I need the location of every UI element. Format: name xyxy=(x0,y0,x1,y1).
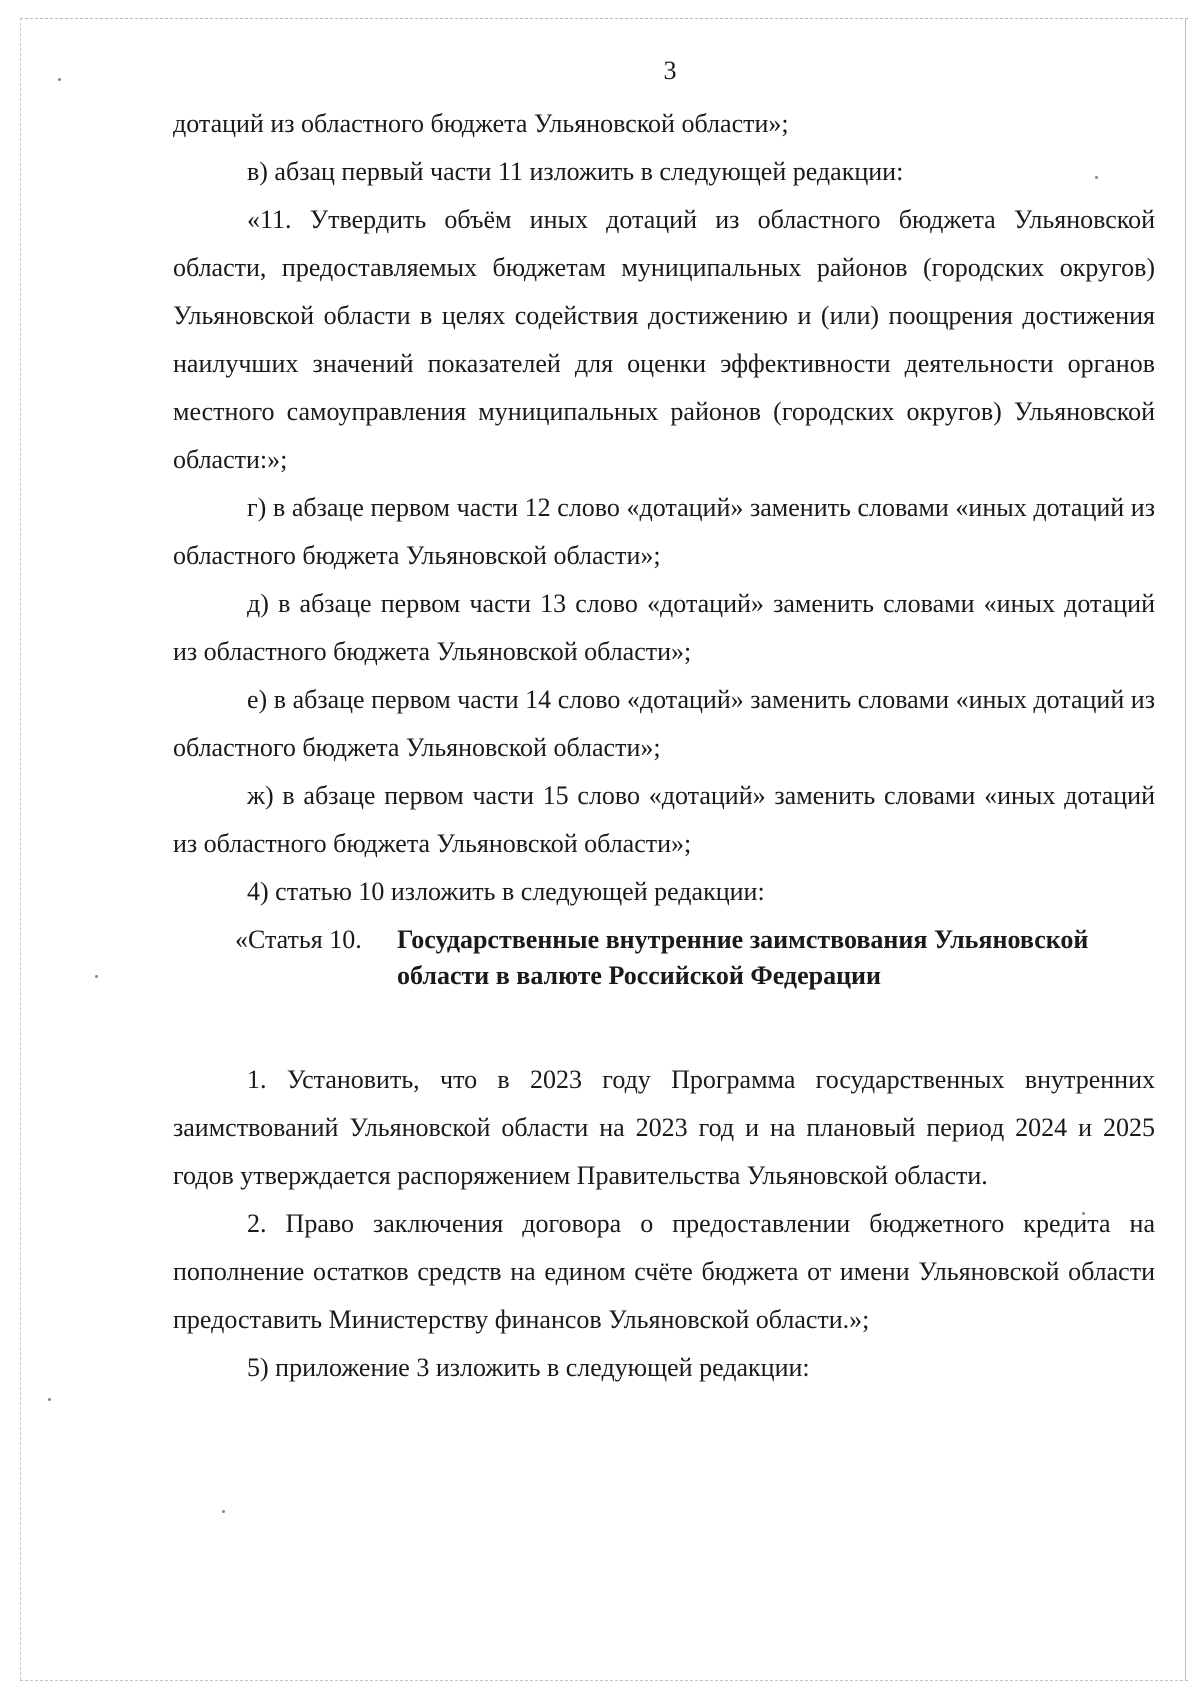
paragraph: 2. Право заключения договора о предоставлении бюджетного кредита на пополнение остатков средств на едином счёте бюджета от имени Ульяновской области предоставить Министерству финансов Ульяновской области.»; xyxy=(173,1209,1155,1334)
paragraph: г) в абзаце первом части 12 слово «дотаций» заменить словами «иных дотаций из областного бюджета Ульяновской области»; xyxy=(173,493,1155,570)
spacer xyxy=(173,1000,1155,1056)
paragraph: е) в абзаце первом части 14 слово «дотаций» заменить словами «иных дотаций из областного бюджета Ульяновской области»; xyxy=(173,685,1155,762)
paragraph: «11. Утвердить объём иных дотаций из областного бюджета Ульяновской области, предоставляемых бюджетам муниципальных районов (городских округов) Ульяновской области в целях содействия достижению и (или) поощрения достижения наилучших значений показателей для оценки эффективности деятельности органов местного самоуправления муниципальных районов (городских округов) Ульяновской области:»; xyxy=(173,205,1155,474)
paragraph: ж) в абзаце первом части 15 слово «дотаций» заменить словами «иных дотаций из областного бюджета Ульяновской области»; xyxy=(173,781,1155,858)
scan-edge-right xyxy=(1185,18,1186,1680)
scan-speck xyxy=(222,1510,225,1513)
scan-speck xyxy=(95,975,98,978)
article-title: Государственные внутренние заимствования Ульяновской области в валюте Российской Федерации xyxy=(397,925,1089,990)
paragraph: 4) статью 10 изложить в следующей редакции: xyxy=(247,877,765,906)
paragraph: 1. Установить, что в 2023 году Программа государственных внутренних заимствований Ульяновской области на 2023 год и на плановый период 2024 и 2025 годов утверждается распоряжением Правительства Ульяновской области. xyxy=(173,1065,1155,1190)
paragraph: д) в абзаце первом части 13 слово «дотаций» заменить словами «иных дотаций из областного бюджета Ульяновской области»; xyxy=(173,589,1155,666)
scan-edge-bottom xyxy=(20,1680,1188,1681)
page-number: 3 xyxy=(663,56,677,85)
scan-edge-left xyxy=(20,18,21,1680)
paragraph: в) абзац первый части 11 изложить в следующей редакции: xyxy=(247,157,904,186)
article-heading xyxy=(173,916,1155,1000)
paragraph: 5) приложение 3 изложить в следующей редакции: xyxy=(247,1353,810,1382)
scan-speck xyxy=(48,1398,51,1401)
article-label: «Статья 10. xyxy=(235,925,362,954)
scan-edge-top xyxy=(20,18,1188,19)
paragraph: дотаций из областного бюджета Ульяновской области»; xyxy=(173,109,789,138)
document-body xyxy=(173,100,1155,1392)
